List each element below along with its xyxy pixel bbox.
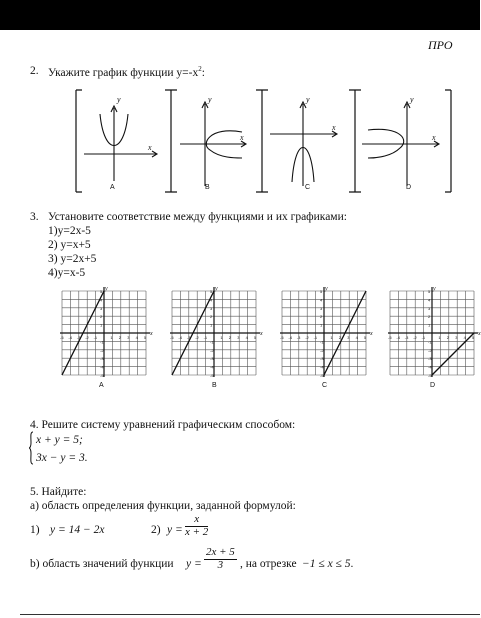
graph-a — [84, 106, 157, 181]
x-tick-label: -5 — [60, 335, 64, 340]
task3-function-2: 2) y=x+5 — [48, 239, 91, 251]
task3-function-4: 4)y=x-5 — [48, 267, 86, 279]
y-tick-label: 3 — [428, 305, 431, 311]
item2-denominator: x + 2 — [185, 525, 209, 538]
y-tick-label: 1 — [100, 322, 103, 328]
x-tick-label: 3 — [127, 335, 130, 340]
y-tick-label: 5 — [210, 289, 213, 294]
x-tick-label: 3 — [347, 335, 350, 340]
y-tick-label: -4 — [428, 364, 432, 370]
task3-graph-a — [58, 285, 153, 380]
system-brace — [28, 431, 34, 465]
graph-a-x-label: x — [148, 143, 152, 152]
x-tick-label: 1 — [438, 335, 441, 340]
y-tick-label: 4 — [320, 297, 323, 303]
task3-graph-c — [278, 285, 373, 380]
x-tick-label: 5 — [144, 335, 147, 340]
x-tick-label: -4 — [288, 335, 292, 340]
task3-graph-d — [386, 285, 481, 380]
frame-divider-2 — [256, 90, 268, 192]
graph-d — [362, 102, 439, 186]
task3-question: Установите соответствие между функциями и их графиками: — [48, 211, 347, 223]
y-tick-label: -1 — [428, 339, 432, 345]
y-tick-label: -3 — [428, 356, 432, 362]
x-tick-label: 5 — [472, 335, 475, 340]
y-tick-label: 2 — [210, 314, 213, 320]
task3-graph-c-label: C — [322, 382, 328, 389]
x-tick-label: -4 — [178, 335, 182, 340]
y-tick-label: 3 — [100, 305, 103, 311]
x-tick-label: 1 — [330, 335, 333, 340]
y-tick-label: 5 — [100, 289, 103, 294]
task5-part-b: b) область значений функции — [30, 558, 174, 570]
y-tick-label: 3 — [320, 305, 323, 311]
graph-c-x-label: x — [332, 123, 336, 132]
top-black-bar — [0, 0, 480, 30]
y-tick-label: -1 — [320, 339, 324, 345]
y-tick-label: -1 — [100, 339, 104, 345]
y-axis-label: y — [433, 286, 436, 292]
y-tick-label: -3 — [100, 356, 104, 362]
y-tick-label: 1 — [320, 322, 323, 328]
frame-divider-1 — [165, 90, 177, 192]
y-tick-label: -5 — [210, 373, 214, 378]
x-tick-label: 3 — [455, 335, 458, 340]
x-tick-label: 2 — [338, 335, 342, 340]
task2-number: 2. — [30, 65, 39, 77]
x-tick-label: -1 — [313, 335, 318, 340]
task5-item2-number: 2) — [151, 524, 161, 536]
task3-graph-d-label: D — [430, 382, 436, 389]
task5-title: 5. Найдите: — [30, 486, 87, 498]
y-tick-label: 4 — [100, 297, 103, 303]
y-tick-label: -2 — [428, 347, 432, 353]
task5-part-b-tail: , на отрезке — [240, 558, 297, 570]
graph-b-y-label: y — [208, 95, 212, 104]
x-tick-label: -3 — [76, 335, 81, 340]
y-tick-label: 2 — [428, 314, 431, 320]
y-tick-label: -1 — [210, 339, 214, 345]
frame-bracket-right — [445, 90, 451, 192]
y-tick-label: 4 — [428, 297, 431, 303]
x-tick-label: -4 — [396, 335, 400, 340]
y-tick-label: -4 — [210, 364, 214, 370]
y-tick-label: -3 — [210, 356, 214, 362]
x-tick-label: 5 — [364, 335, 367, 340]
task5-item1-number: 1) — [30, 524, 40, 536]
task3-function-1: 1)y=2x-5 — [48, 225, 91, 237]
task2-graphs — [70, 86, 455, 196]
task5-part-b-fraction — [204, 547, 237, 571]
x-tick-label: 1 — [110, 335, 113, 340]
y-tick-label: -2 — [320, 347, 324, 353]
x-tick-label: -3 — [186, 335, 191, 340]
task2-option-d: D — [406, 184, 412, 191]
frame-divider-3 — [349, 90, 361, 192]
bottom-divider — [20, 614, 480, 615]
task4-equation-1: x + y = 5; — [36, 434, 83, 446]
x-tick-label: 4 — [355, 335, 358, 340]
frame-bracket-left — [76, 90, 82, 192]
x-axis-label: x — [150, 331, 153, 337]
task5-interval: −1 ≤ x ≤ 5. — [302, 558, 354, 570]
page-header-corner: ПРО — [428, 38, 453, 52]
x-axis-label: x — [478, 331, 481, 337]
y-tick-label: 5 — [428, 289, 431, 294]
x-tick-label: 2 — [118, 335, 122, 340]
task2-option-a: A — [110, 184, 115, 191]
graph-b — [180, 102, 246, 186]
y-axis-label: y — [215, 286, 218, 292]
x-axis-label: x — [370, 331, 373, 337]
x-tick-label: 4 — [135, 335, 138, 340]
y-tick-label: 1 — [428, 322, 431, 328]
task5-part-a: а) область определения функции, заданной формулой: — [30, 500, 296, 512]
x-tick-label: -3 — [404, 335, 409, 340]
task2-option-b: B — [205, 184, 210, 191]
x-tick-label: 1 — [220, 335, 223, 340]
y-tick-label: -3 — [320, 356, 324, 362]
x-axis-label: x — [260, 331, 263, 337]
task2-option-c: C — [305, 184, 311, 191]
y-tick-label: -5 — [428, 373, 432, 378]
y-tick-label: -2 — [210, 347, 214, 353]
task3-function-3: 3) y=2x+5 — [48, 253, 97, 265]
task2-question: Укажите график функции $y=-x^2$: — [48, 65, 205, 79]
task4-question: 4. Решите систему уравнений графическим способом: — [30, 419, 296, 431]
x-tick-label: -1 — [203, 335, 208, 340]
y-tick-label: 5 — [320, 289, 323, 294]
task3-graph-a-label: A — [99, 382, 104, 389]
graph-c-y-label: y — [306, 95, 310, 104]
part-b-denominator: 3 — [217, 558, 224, 571]
x-tick-label: -2 — [85, 335, 89, 340]
y-tick-label: -4 — [100, 364, 104, 370]
task3-number: 3. — [30, 211, 39, 223]
item2-numerator: x — [185, 514, 208, 527]
y-axis-label: y — [325, 286, 328, 292]
y-tick-label: 2 — [100, 314, 103, 320]
x-tick-label: -2 — [305, 335, 309, 340]
part-b-numerator: 2x + 5 — [206, 546, 235, 558]
y-tick-label: -4 — [320, 364, 324, 370]
y-tick-label: 1 — [210, 322, 213, 328]
y-tick-label: -5 — [320, 373, 324, 378]
x-tick-label: 4 — [463, 335, 466, 340]
graph-b-x-label: x — [240, 133, 244, 142]
y-axis-label: y — [105, 286, 108, 292]
x-tick-label: -5 — [170, 335, 174, 340]
x-tick-label: -2 — [413, 335, 417, 340]
y-tick-label: 2 — [320, 314, 323, 320]
y-tick-label: 3 — [210, 305, 213, 311]
x-tick-label: 2 — [446, 335, 450, 340]
x-tick-label: -1 — [93, 335, 98, 340]
x-tick-label: 3 — [237, 335, 240, 340]
task3-graph-b — [168, 285, 263, 380]
x-tick-label: -2 — [195, 335, 199, 340]
graph-d-x-label: x — [432, 133, 436, 142]
x-tick-label: -5 — [388, 335, 392, 340]
task5-item2-fraction — [185, 514, 208, 538]
x-tick-label: 5 — [254, 335, 257, 340]
x-tick-label: 2 — [228, 335, 232, 340]
x-tick-label: 4 — [245, 335, 248, 340]
graph-c — [270, 102, 337, 186]
y-tick-label: 4 — [210, 297, 213, 303]
task3-graph-b-label: B — [212, 382, 217, 389]
y-tick-label: -2 — [100, 347, 104, 353]
graph-d-y-label: y — [410, 95, 414, 104]
x-tick-label: -1 — [421, 335, 426, 340]
task5-item2-lhs: y = — [167, 524, 183, 536]
x-tick-label: -5 — [280, 335, 284, 340]
task4-equation-2: 3x − y = 3. — [36, 452, 88, 464]
graph-a-y-label: y — [117, 95, 121, 104]
y-tick-label: -5 — [100, 373, 104, 378]
x-tick-label: -3 — [296, 335, 301, 340]
x-tick-label: -4 — [68, 335, 72, 340]
task5-part-b-lhs: y = — [186, 558, 202, 570]
task5-item1-expression: y = 14 − 2x — [50, 524, 105, 536]
